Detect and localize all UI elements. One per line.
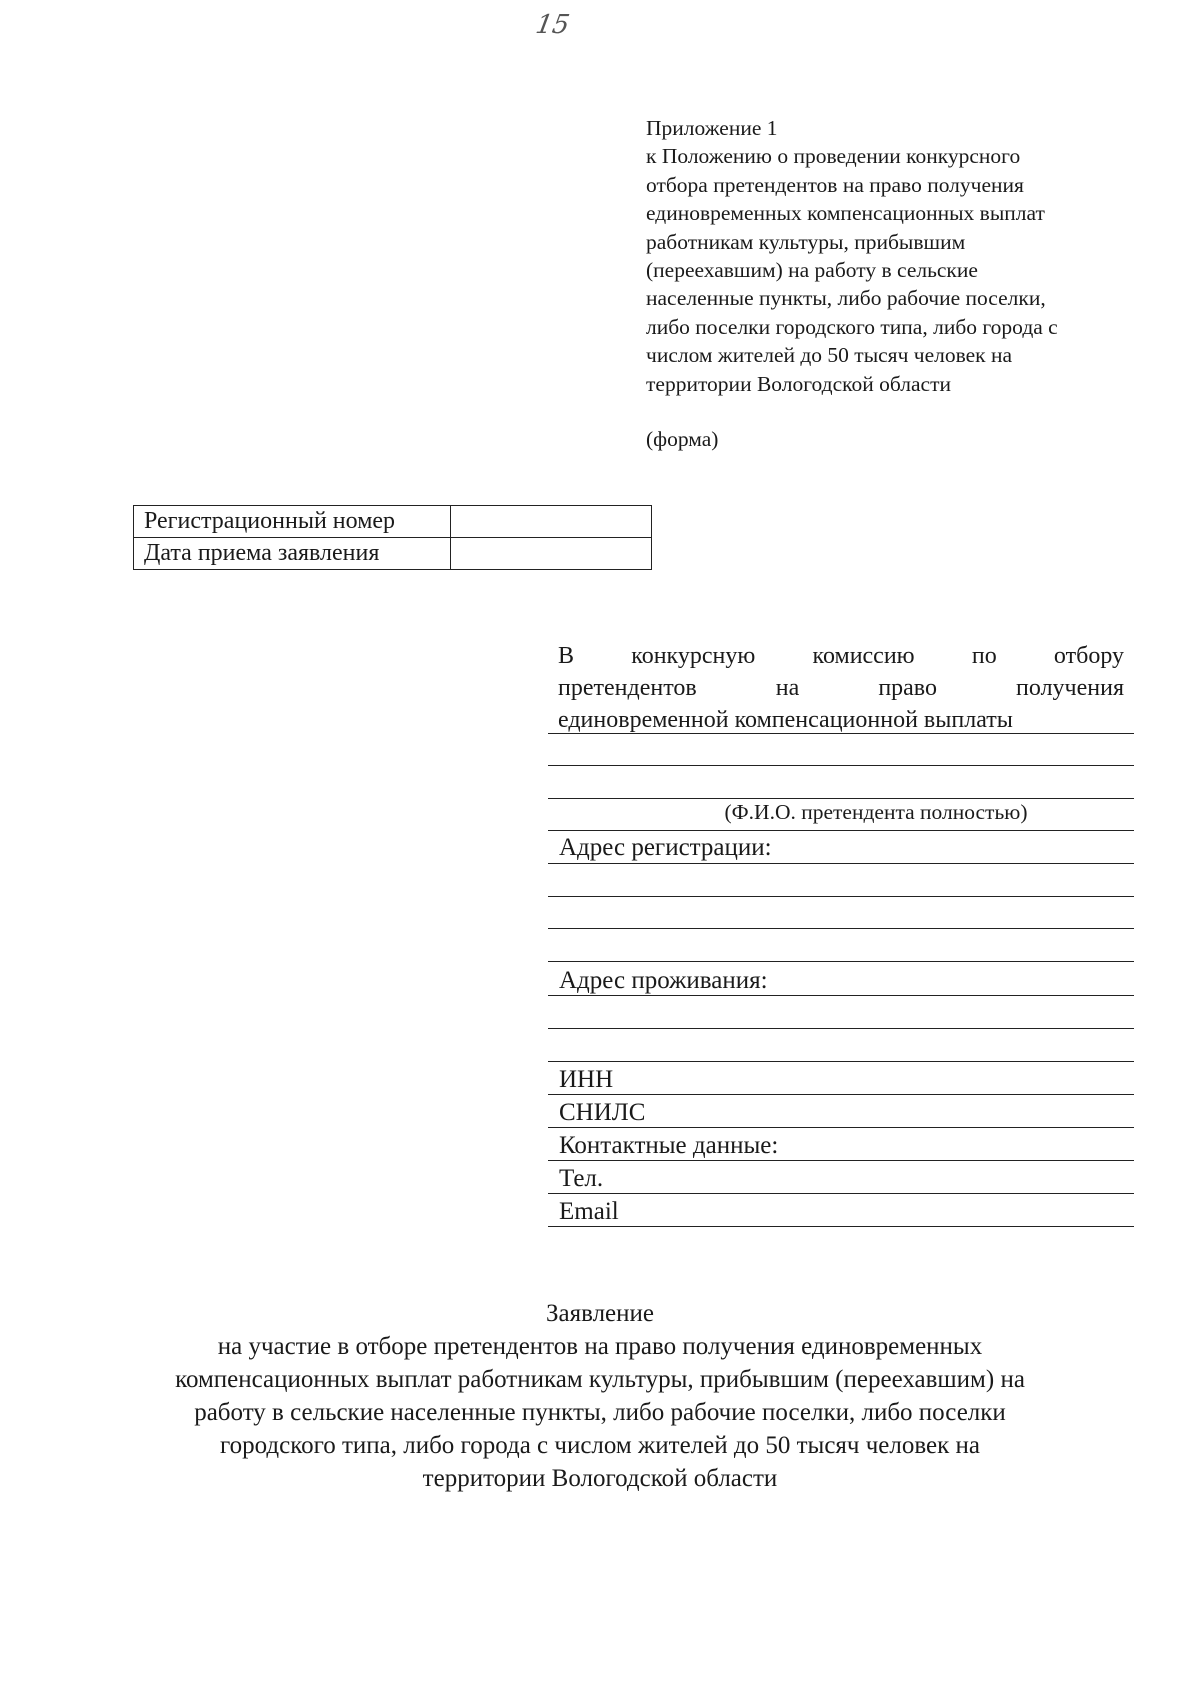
snils-line[interactable]	[548, 1127, 1134, 1128]
appendix-line: либо поселки городского типа, либо города с	[646, 314, 1058, 339]
addressee-line: единовременной компенсационной выплаты	[558, 707, 1013, 733]
statement-line: территории Вологодской области	[422, 1465, 778, 1492]
residence-address-line[interactable]	[548, 1061, 1134, 1062]
statement-line: компенсационных выплат работникам культуры, прибывшим (переехавшим) на	[175, 1366, 1025, 1393]
appendix-line: работникам культуры, прибывшим	[646, 229, 966, 254]
table-row	[134, 506, 652, 538]
appendix-line: единовременных компенсационных выплат	[646, 201, 1045, 226]
registration-address-line[interactable]	[548, 863, 1134, 864]
fio-line[interactable]	[548, 765, 1134, 766]
appendix-line: (переехавшим) на работу в сельские	[646, 258, 978, 283]
statement-line: на участие в отборе претендентов на право получения единовременных	[217, 1333, 983, 1360]
form-label: (форма)	[646, 427, 719, 452]
statement-line: работу в сельские населенные пункты, либо рабочие поселки, либо поселки	[194, 1399, 1006, 1426]
addressee-line: В конкурсную комиссию по отбору	[558, 643, 1124, 669]
residence-address-line[interactable]	[548, 1028, 1134, 1029]
appendix-header	[646, 114, 1146, 453]
contacts-line[interactable]	[548, 1160, 1134, 1161]
addressee-underline	[548, 733, 1134, 734]
statement-block	[100, 1297, 1100, 1495]
handwritten-page-number: 15	[533, 10, 572, 40]
registration-address-label: Адрес регистрации:	[559, 834, 772, 861]
registration-address-line[interactable]	[548, 928, 1134, 929]
contacts-label: Контактные данные:	[559, 1132, 779, 1159]
statement-line: городского типа, либо города с числом жителей до 50 тысяч человек на	[219, 1432, 981, 1459]
registration-table	[133, 505, 652, 570]
table-row	[134, 538, 652, 570]
registration-address-line[interactable]	[548, 896, 1134, 897]
appendix-line: числом жителей до 50 тысяч человек на	[646, 343, 1013, 368]
inn-label: ИНН	[559, 1066, 614, 1093]
appendix-title: Приложение 1	[646, 116, 778, 140]
registration-address-line[interactable]	[548, 961, 1134, 962]
residence-address-label: Адрес проживания:	[559, 967, 768, 994]
application-date-field[interactable]	[451, 538, 652, 570]
appendix-line: населенные пункты, либо рабочие поселки,	[646, 286, 1046, 311]
registration-number-field[interactable]	[451, 506, 652, 538]
email-label: Email	[559, 1198, 619, 1225]
email-line[interactable]	[548, 1226, 1134, 1227]
residence-address-line[interactable]	[548, 995, 1134, 996]
fio-caption-line	[548, 830, 1134, 831]
inn-line[interactable]	[548, 1094, 1134, 1095]
appendix-line: территории Вологодской области	[646, 371, 951, 396]
phone-line[interactable]	[548, 1193, 1134, 1194]
addressee-block	[558, 640, 1124, 736]
addressee-line: претендентов на право получения	[558, 675, 1124, 701]
application-date-label: Дата приема заявления	[134, 538, 451, 570]
appendix-line: к Положению о проведении конкурсного	[646, 144, 1021, 169]
registration-number-label: Регистрационный номер	[134, 506, 451, 538]
phone-label: Тел.	[559, 1165, 604, 1192]
statement-title: Заявление	[545, 1300, 655, 1327]
fio-line[interactable]	[548, 798, 1134, 799]
fio-caption: (Ф.И.О. претендента полностью)	[724, 800, 1028, 824]
appendix-line: отбора претендентов на право получения	[646, 172, 1024, 197]
snils-label: СНИЛС	[559, 1099, 646, 1126]
